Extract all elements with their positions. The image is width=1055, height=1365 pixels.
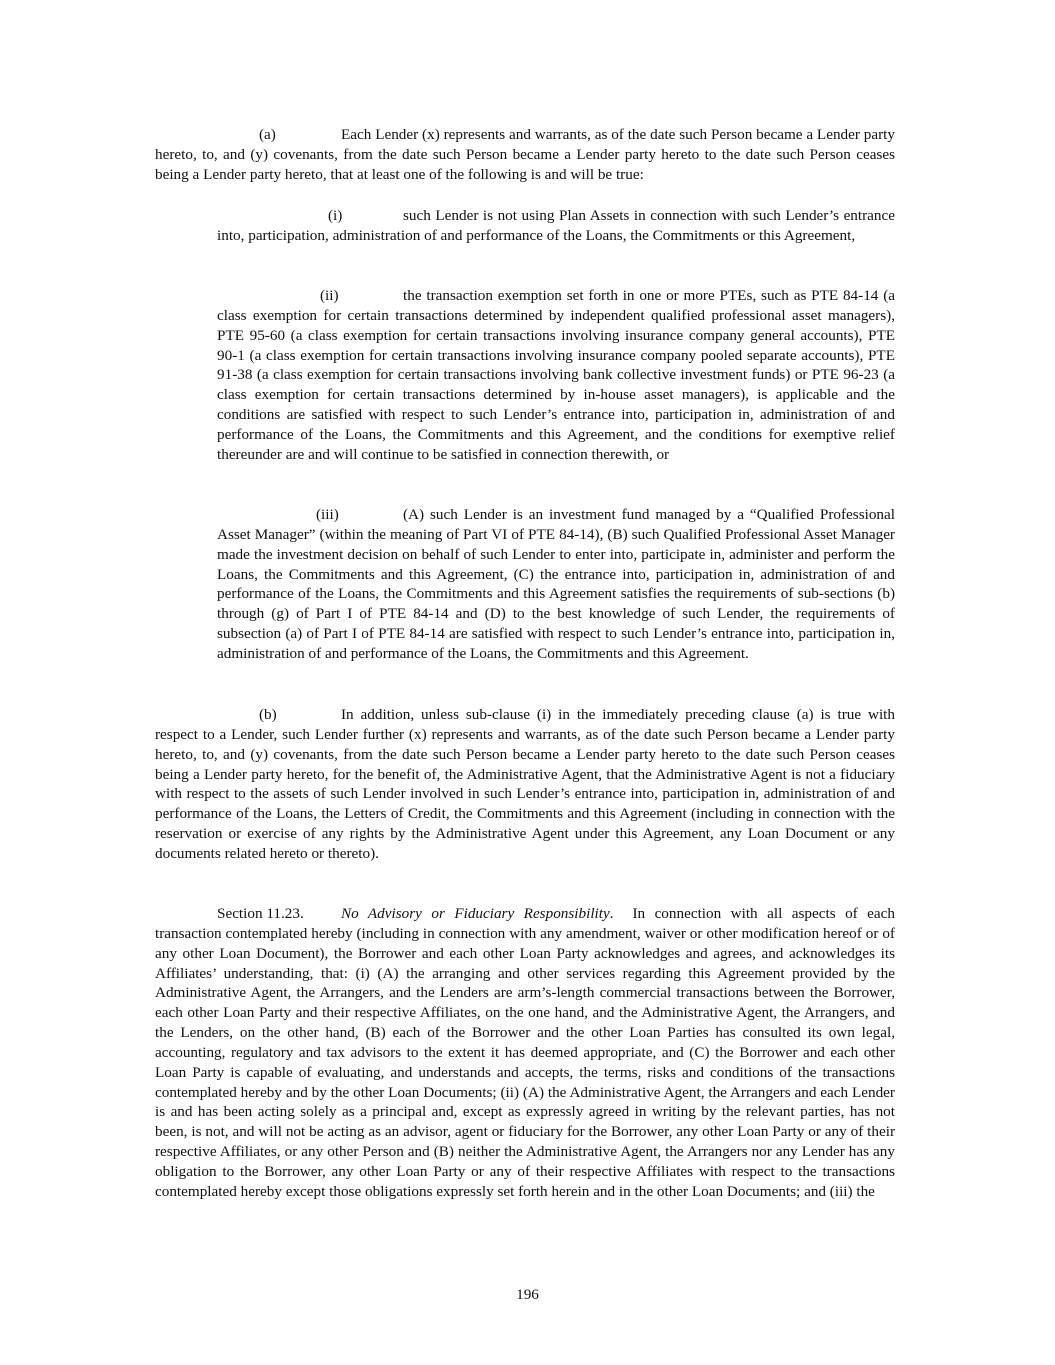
subclause-ii bbox=[217, 286, 895, 465]
subclause-i-text: such Lender is not using Plan Assets in connection with such Lender’s entrance into, participation, administration of and performance of the Loans, the Commitments or this Agreement, bbox=[217, 207, 895, 244]
paragraph-a-text: Each Lender (x) represents and warrants, as of the date such Person became a Lender party hereto, to, and (y) covenants, from the date such Person became a Lender party hereto to the date such Person ceases being a Lender party hereto, that at least one of the following is and will be true: bbox=[155, 126, 895, 183]
subclause-iii bbox=[217, 505, 895, 664]
paragraph-b bbox=[155, 705, 895, 864]
section-11-23-heading-punct: . bbox=[609, 905, 614, 922]
paragraph-a bbox=[155, 125, 895, 185]
subclause-i-label: (i) bbox=[328, 207, 343, 224]
subclause-iii-text: (A) such Lender is an investment fund managed by a “Qualified Professional Asset Manager” (within the meaning of Part VI of PTE 84-14), (B) such Qualified Professional Asset Manager made the investment decision on behalf of such Lender to enter into, participate in, administer and perform the Loans, the Commitments and this Agreement, (C) the entrance into, participation in, administration of and performance of the Loans, the Commitments and this Agreement satisfies the requirements of sub-sections (b) through (g) of Part I of PTE 84-14 and (D) to the best knowledge of such Lender, the requirements of subsection (a) of Part I of PTE 84-14 are satisfied with respect to such Lender’s entrance into, participation in, administration of and performance of the Loans, the Commitments and this Agreement. bbox=[217, 506, 895, 662]
page-number: 196 bbox=[516, 1286, 539, 1303]
paragraph-b-label: (b) bbox=[259, 706, 277, 723]
section-11-23-text: In connection with all aspects of each transaction contemplated hereby (including in connection with any amendment, waiver or other modification hereof or of any other Loan Document), the Borrower and each other Loan Party acknowledges and agrees, and acknowledges its Affiliates’ understanding, that: (i) (A) the arranging and other services regarding this Agreement provided by the Administrative Agent, the Arrangers, and the Lenders are arm’s-length commercial transactions between the Borrower, each other Loan Party and their respective Affiliates, on the one hand, and the Administrative Agent, the Arrangers, and the Lenders, on the other hand, (B) each of the Borrower and the other Loan Parties has consulted its own legal, accounting, regulatory and tax advisors to the extent it has deemed appropriate, and (C) the Borrower and each other Loan Party is capable of evaluating, and understands and accepts, the terms, risks and conditions of the transactions contemplated hereby and by the other Loan Documents; (ii) (A) the Administrative Agent, the Arrangers and each Lender is and has been acting solely as a principal and, except as expressly agreed in writing by the relevant parties, has not been, is not, and will not be acting as an advisor, agent or fiduciary for the Borrower, any other Loan Party or any of their respective Affiliates, or any other Person and (B) neither the Administrative Agent, the Arrangers nor any Lender has any obligation to the Borrower, any other Loan Party or any of their respective Affiliates with respect to the transactions contemplated hereby except those obligations expressly set forth herein and in the other Loan Documents; and (iii) the bbox=[155, 905, 895, 1200]
subclause-ii-label: (ii) bbox=[320, 287, 339, 304]
subclause-ii-text: the transaction exemption set forth in one or more PTEs, such as PTE 84-14 (a class exemption for certain transactions determined by independent qualified professional asset managers), PTE 95-60 (a class exemption for certain transactions involving insurance company general accounts), PTE 90-1 (a class exemption for certain transactions involving insurance company pooled separate accounts), PTE 91-38 (a class exemption for certain transactions involving bank collective investment funds) or PTE 96-23 (a class exemption for certain transactions determined by in-house asset managers), is applicable and the conditions are satisfied with respect to such Lender’s entrance into, participation in, administration of and performance of the Loans, the Commitments and this Agreement, and the conditions for exemptive relief thereunder are and will continue to be satisfied in connection therewith, or bbox=[217, 287, 895, 463]
subclause-iii-label: (iii) bbox=[316, 506, 339, 523]
paragraph-b-text: In addition, unless sub-clause (i) in the immediately preceding clause (a) is true with respect to a Lender, such Lender further (x) represents and warrants, as of the date such Person became a Lender party hereto, to, and (y) covenants, from the date such Person became a Lender party hereto to the date such Person ceases being a Lender party hereto, for the benefit of, the Administrative Agent, that the Administrative Agent is not a fiduciary with respect to the assets of such Lender involved in such Lender’s entrance into, participation in, administration of and performance of the Loans, the Letters of Credit, the Commitments and this Agreement (including in connection with the reservation or exercise of any rights by the Administrative Agent under this Agreement, any Loan Document or any documents related hereto or thereto). bbox=[155, 706, 895, 862]
paragraph-a-label: (a) bbox=[259, 126, 276, 143]
section-11-23-label: Section 11.23. bbox=[217, 905, 304, 922]
subclause-i bbox=[217, 206, 895, 246]
section-11-23-heading: No Advisory or Fiduciary Responsibility bbox=[341, 905, 610, 922]
section-11-23 bbox=[155, 904, 895, 1202]
